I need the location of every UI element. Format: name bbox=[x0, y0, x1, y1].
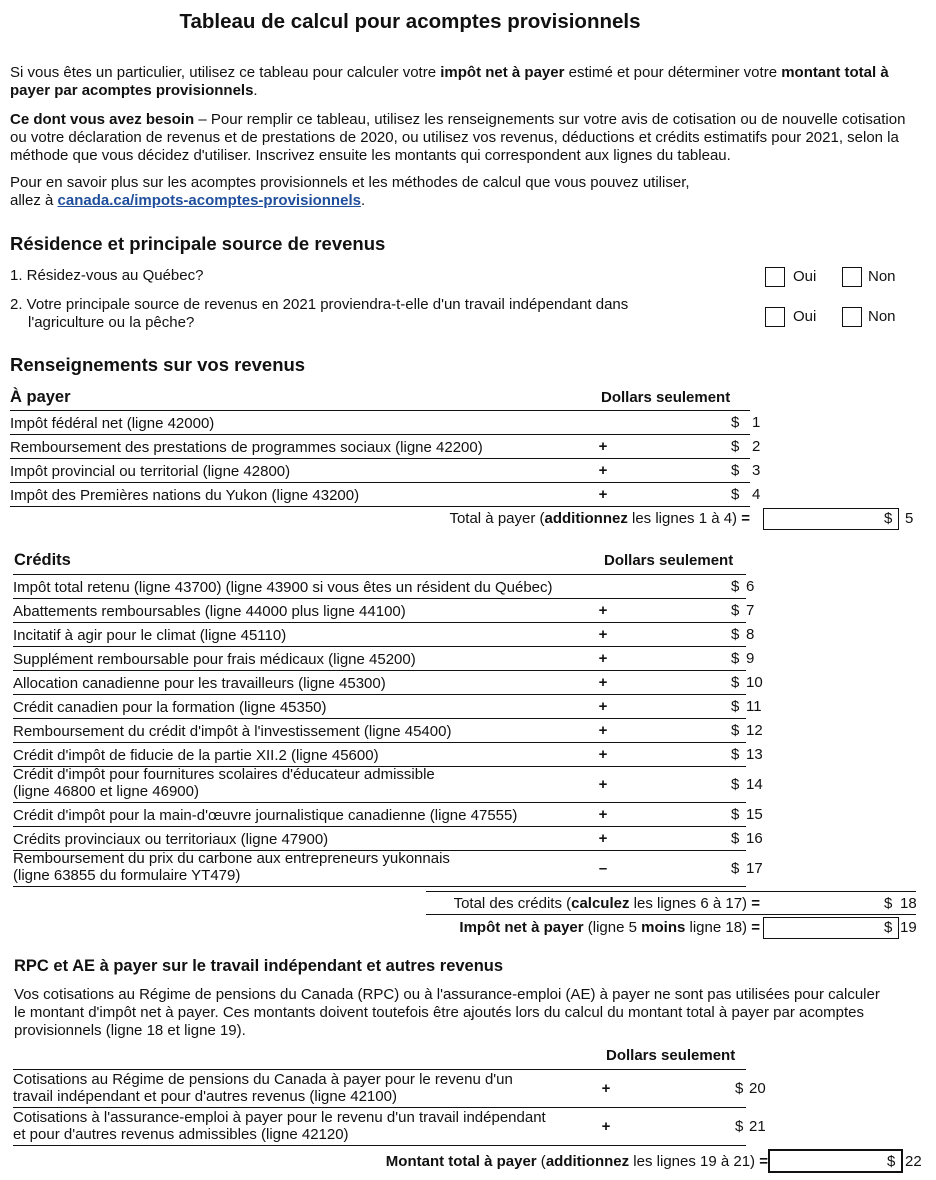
row-label: Incitatif à agir pour le climat (ligne 45110) bbox=[13, 627, 287, 644]
dollar-sign: $ bbox=[735, 1080, 744, 1097]
total-line-22-label: Montant total à payer (additionnez les lignes 19 à 21) = bbox=[385, 1153, 768, 1170]
q2-no-label: Non bbox=[868, 308, 896, 325]
rpc-dollars-column-header: Dollars seulement bbox=[606, 1047, 736, 1064]
table-row bbox=[13, 575, 746, 599]
page-title: Tableau de calcul pour acomptes provisionnels bbox=[179, 10, 641, 33]
dollar-sign: $ bbox=[731, 462, 740, 479]
table-row bbox=[13, 1108, 746, 1146]
dollar-sign: $ bbox=[731, 830, 740, 847]
row-label: Supplément remboursable pour frais médicaux (ligne 45200) bbox=[13, 651, 416, 668]
operator-sign: + bbox=[598, 776, 608, 793]
operator-sign: + bbox=[598, 602, 608, 619]
row-label: Impôt total retenu (ligne 43700) (ligne 43900 si vous êtes un résident du Québec) bbox=[13, 579, 553, 596]
line-number: 8 bbox=[746, 626, 755, 643]
line-number: 12 bbox=[746, 722, 763, 739]
line-number: 1 bbox=[752, 414, 761, 431]
row-label: Crédits provinciaux ou territoriaux (ligne 47900) bbox=[13, 831, 329, 848]
dollar-sign: $ bbox=[731, 746, 740, 763]
dollar-sign: $ bbox=[731, 438, 740, 455]
table-row bbox=[13, 851, 746, 887]
q1-no-label: Non bbox=[868, 268, 896, 285]
line-number: 6 bbox=[746, 578, 755, 595]
intro-paragraph-3: Pour en savoir plus sur les acomptes provisionnels et les méthodes de calcul que vous pouvez utiliser, allez à canada.ca/impots-acomptes-provisionnels. bbox=[10, 174, 690, 209]
line-number: 14 bbox=[746, 776, 763, 793]
operator-sign: + bbox=[598, 674, 608, 691]
row-label: Cotisations au Régime de pensions du Canada à payer pour le revenu d'un travail indépendant et pour d'autres revenus (ligne 42100) bbox=[13, 1071, 513, 1105]
dollar-sign: $ bbox=[731, 578, 740, 595]
dollar-sign: $ bbox=[731, 626, 740, 643]
row-label: Impôt fédéral net (ligne 42000) bbox=[10, 415, 215, 432]
line-number: 17 bbox=[746, 860, 763, 877]
q2-yes-label: Oui bbox=[793, 308, 817, 325]
dollar-sign: $ bbox=[731, 414, 740, 431]
operator-sign: + bbox=[598, 650, 608, 667]
line-18-dollar: $ bbox=[884, 895, 893, 912]
dollar-sign: $ bbox=[731, 602, 740, 619]
dollar-sign: $ bbox=[731, 486, 740, 503]
row-label: Crédit canadien pour la formation (ligne 45350) bbox=[13, 699, 327, 716]
line-19-dollar: $ bbox=[884, 919, 893, 936]
table-row bbox=[10, 483, 750, 507]
dollar-sign: $ bbox=[731, 698, 740, 715]
operator-sign: + bbox=[598, 438, 608, 455]
line-number: 9 bbox=[746, 650, 755, 667]
row-label: Impôt provincial ou territorial (ligne 42800) bbox=[10, 463, 291, 480]
operator-sign: + bbox=[598, 830, 608, 847]
operator-sign: + bbox=[598, 486, 608, 503]
table-row bbox=[13, 827, 746, 851]
operator-sign: + bbox=[598, 722, 608, 739]
total-18-underline bbox=[426, 914, 916, 915]
line-number: 3 bbox=[752, 462, 761, 479]
rpc-description: Vos cotisations au Régime de pensions du Canada (RPC) ou à l'assurance-emploi (AE) à payer ne sont pas utilisées pour calculer le montant d'impôt net à payer. Ces montants doivent toutefois être ajoutés lors du calcul du montant total à payer par acomptes provisionnels (ligne 18 et ligne 19). bbox=[14, 986, 880, 1039]
dollar-sign: $ bbox=[731, 806, 740, 823]
line-number: 16 bbox=[746, 830, 763, 847]
dollars-column-header: Dollars seulement bbox=[601, 389, 731, 406]
operator-sign: + bbox=[598, 462, 608, 479]
q1-no-checkbox[interactable] bbox=[842, 267, 862, 287]
table-row bbox=[13, 623, 746, 647]
credits-heading: Crédits bbox=[14, 551, 71, 569]
line-5-input[interactable] bbox=[763, 508, 899, 530]
table-row bbox=[13, 599, 746, 623]
line-number: 13 bbox=[746, 746, 763, 763]
table-row bbox=[13, 647, 746, 671]
dollar-sign: $ bbox=[735, 1118, 744, 1135]
a-payer-heading: À payer bbox=[10, 388, 71, 406]
revenus-heading: Renseignements sur vos revenus bbox=[10, 354, 306, 375]
operator-sign: + bbox=[598, 806, 608, 823]
row-label: Cotisations à l'assurance-emploi à payer pour le revenu d'un travail indépendant et pour d'autres revenus admissibles (ligne 42120) bbox=[13, 1109, 546, 1143]
table-row bbox=[13, 1070, 746, 1108]
q2-no-checkbox[interactable] bbox=[842, 307, 862, 327]
dollar-sign: $ bbox=[731, 674, 740, 691]
question-1: 1. Résidez-vous au Québec? bbox=[10, 267, 204, 284]
line-number: 15 bbox=[746, 806, 763, 823]
table-row bbox=[10, 435, 750, 459]
operator-sign: + bbox=[598, 626, 608, 643]
dollar-sign: $ bbox=[731, 860, 740, 877]
line-number: 7 bbox=[746, 602, 755, 619]
row-label: Crédit d'impôt pour fournitures scolaires d'éducateur admissible (ligne 46800 et ligne 46900) bbox=[13, 766, 435, 800]
operator-sign: + bbox=[598, 698, 608, 715]
table-row bbox=[10, 411, 750, 435]
row-label: Crédit d'impôt de fiducie de la partie XII.2 (ligne 45600) bbox=[13, 747, 379, 764]
row-label: Abattements remboursables (ligne 44000 plus ligne 44100) bbox=[13, 603, 406, 620]
credits-dollars-column-header: Dollars seulement bbox=[604, 552, 734, 569]
q1-yes-checkbox[interactable] bbox=[765, 267, 785, 287]
line-number: 4 bbox=[752, 486, 761, 503]
table-row bbox=[10, 459, 750, 483]
intro-paragraph-2: Ce dont vous avez besoin – Pour remplir ce tableau, utilisez les renseignements sur votre avis de cotisation ou de nouvelle cotisation ou votre déclaration de revenus et de prestations de 2020, ou utilisez vos revenus, déductions et crédits estimatifs pour 2021, selon la méthode que vous décidez d'utiliser. Inscrivez ensuite les montants qui correspondent aux lignes du tableau. bbox=[10, 111, 906, 164]
line-5-dollar: $ bbox=[884, 510, 893, 527]
dollar-sign: $ bbox=[731, 776, 740, 793]
table-row bbox=[13, 671, 746, 695]
line-number: 2 bbox=[752, 438, 761, 455]
line-19-number: 19 bbox=[900, 919, 917, 936]
operator-sign: – bbox=[598, 860, 608, 877]
line-number: 11 bbox=[746, 698, 762, 715]
table-row bbox=[13, 767, 746, 803]
row-label: Remboursement du prix du carbone aux entrepreneurs yukonnais (ligne 63855 du formulaire YT479) bbox=[13, 850, 450, 884]
line-22-number: 22 bbox=[905, 1153, 922, 1170]
line-18-number: 18 bbox=[900, 895, 917, 912]
intro-paragraph-1: Si vous êtes un particulier, utilisez ce tableau pour calculer votre impôt net à payer estimé et pour déterminer votre montant total à payer par acomptes provisionnels. bbox=[10, 64, 889, 99]
operator-sign: + bbox=[601, 1118, 611, 1135]
total-line-19-label: Impôt net à payer (ligne 5 moins ligne 18) = bbox=[459, 919, 760, 936]
row-label: Impôt des Premières nations du Yukon (ligne 43200) bbox=[10, 487, 360, 504]
line-number: 10 bbox=[746, 674, 763, 691]
table-row bbox=[13, 743, 746, 767]
row-label: Remboursement des prestations de programmes sociaux (ligne 42200) bbox=[10, 439, 483, 456]
total-line-5-label: Total à payer (additionnez les lignes 1 à 4) = bbox=[449, 510, 750, 527]
table-row bbox=[13, 719, 746, 743]
q2-yes-checkbox[interactable] bbox=[765, 307, 785, 327]
question-2: 2. Votre principale source de revenus en 2021 proviendra-t-elle d'un travail indépendant dans l'agriculture ou la pêche? bbox=[10, 296, 629, 331]
line-5-number: 5 bbox=[905, 510, 914, 527]
line-19-input[interactable] bbox=[763, 917, 899, 939]
table-row bbox=[13, 803, 746, 827]
row-label: Remboursement du crédit d'impôt à l'investissement (ligne 45400) bbox=[13, 723, 452, 740]
info-link[interactable]: canada.ca/impots-acomptes-provisionnels bbox=[57, 192, 361, 209]
row-label: Crédit d'impôt pour la main-d'œuvre journalistique canadienne (ligne 47555) bbox=[13, 807, 518, 824]
operator-sign: + bbox=[601, 1080, 611, 1097]
total-18-topline bbox=[426, 891, 916, 892]
operator-sign: + bbox=[598, 746, 608, 763]
residence-heading: Résidence et principale source de revenus bbox=[10, 233, 386, 254]
line-number: 21 bbox=[749, 1118, 766, 1135]
q1-yes-label: Oui bbox=[793, 268, 817, 285]
rpc-heading: RPC et AE à payer sur le travail indépendant et autres revenus bbox=[14, 957, 504, 975]
table-row bbox=[13, 695, 746, 719]
line-number: 20 bbox=[749, 1080, 766, 1097]
line-22-input[interactable] bbox=[768, 1149, 903, 1173]
dollar-sign: $ bbox=[731, 650, 740, 667]
line-22-dollar: $ bbox=[887, 1153, 896, 1170]
total-line-18-label: Total des crédits (calculez les lignes 6 à 17) = bbox=[453, 895, 760, 912]
dollar-sign: $ bbox=[731, 722, 740, 739]
row-label: Allocation canadienne pour les travailleurs (ligne 45300) bbox=[13, 675, 386, 692]
